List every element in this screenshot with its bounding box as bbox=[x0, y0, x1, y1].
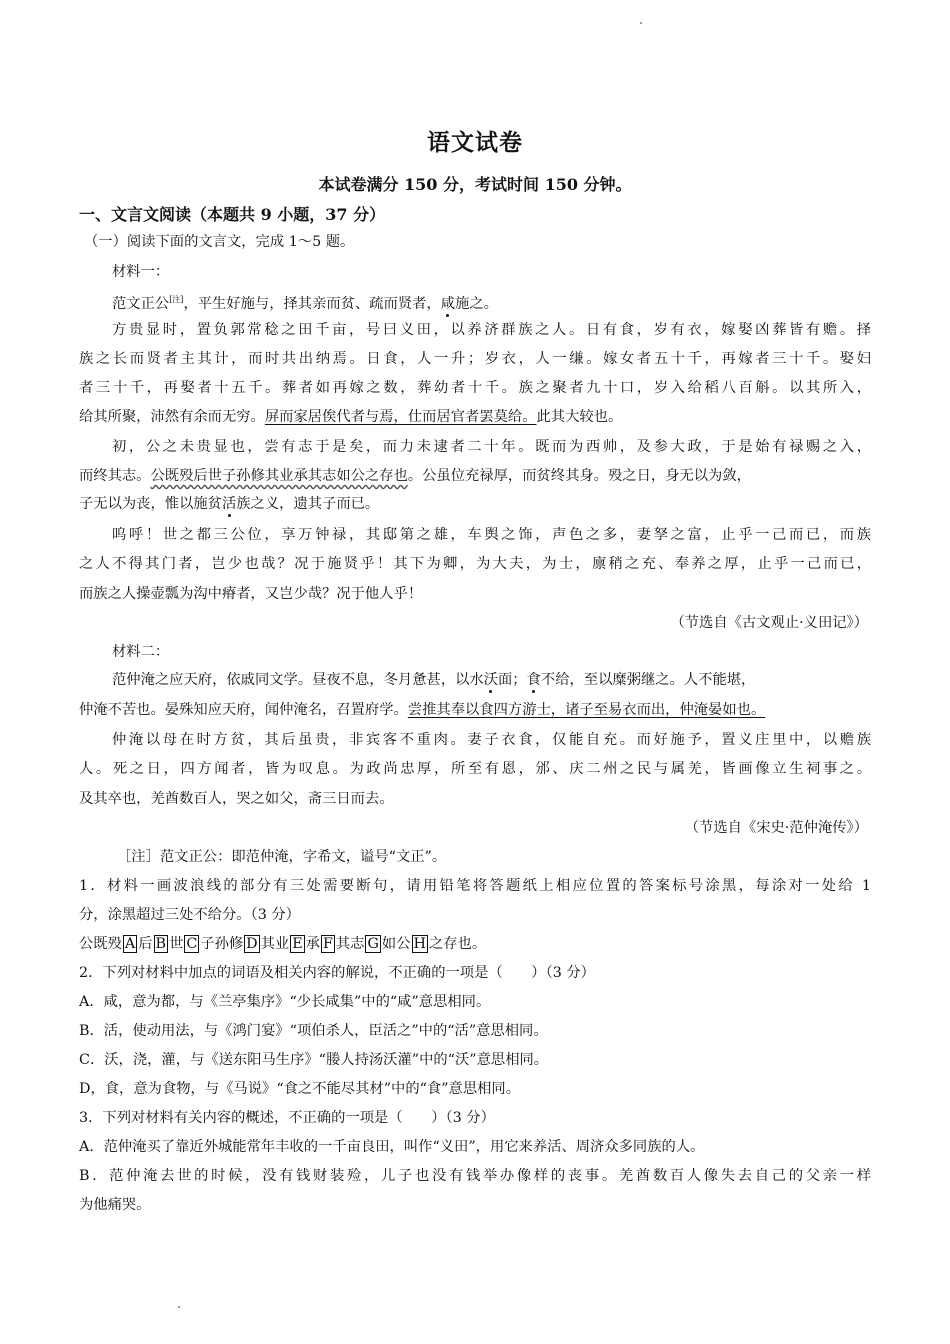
material1-line: 而族之人操壶瓢为沟中瘠者，又岂少哉？况于他人乎！ bbox=[79, 586, 423, 602]
section-heading: 一、文言文阅读（本题共 9 小题，37 分） bbox=[79, 205, 386, 224]
answer-box[interactable]: F bbox=[322, 936, 333, 952]
text-span: 子无以为丧，惟以施贫 bbox=[79, 496, 222, 512]
segment-text: 子孙修 bbox=[200, 936, 244, 952]
answer-box[interactable]: D bbox=[246, 936, 258, 952]
segment-text: 如公 bbox=[381, 936, 411, 952]
question-3-option-b: B．范仲淹去世的时候，没有钱财装殓，儿子也没有钱举办像样的丧事。羌酋数百人像失去自己的父亲一样 bbox=[79, 1168, 871, 1184]
answer-box[interactable]: E bbox=[292, 936, 303, 952]
text-span: 面； bbox=[498, 672, 527, 688]
underlined-sentence: 尝推其奉以食四方游士，诸子至易衣而出，仲淹晏如也。 bbox=[407, 702, 766, 718]
text-span: 族之义，遗其子而已。 bbox=[236, 496, 380, 512]
material2-line bbox=[79, 700, 765, 720]
question-3-option-b-cont: 为他痛哭。 bbox=[79, 1197, 151, 1213]
material2-label: 材料二： bbox=[112, 644, 170, 660]
wavy-underlined-sentence: 公既殁后世子孙修其业承其志如公之存也 bbox=[150, 468, 408, 484]
material1-source: （节选自《古文观止·义田记》） bbox=[670, 615, 868, 631]
material2-line: 人。死之日，四方闻者，皆为叹息。为政尚忠厚，所至有恩，邠、庆二州之民与属羌，皆画像立生祠事之。 bbox=[79, 761, 871, 777]
material2-line: 仲淹以母在时方贫，其后虽贵，非宾客不重肉。妻子衣食，仅能自充。而好施予，置义庄里中，以赡族 bbox=[112, 732, 871, 748]
text-span: 给其所聚，沛然有余而无穷。 bbox=[79, 409, 265, 425]
question-1-stem: 1．材料一画波浪线的部分有三处需要断句，请用铅笔将答题纸上相应位置的答案标号涂黑，每涂对一处给 1 bbox=[79, 878, 871, 894]
text-span: 。公虽位充禄厚，而贫终其身。殁之日，身无以为敛， bbox=[407, 468, 751, 484]
question-2-stem: 2．下列对材料中加点的词语及相关内容的解说，不正确的一项是（ ）（3 分） bbox=[79, 965, 595, 981]
material2-line bbox=[112, 670, 755, 690]
material1-line: 方贵显时，置负郭常稔之田千亩，号曰义田，以养济群族之人。日有食，岁有衣，嫁娶凶葬皆有赡。择 bbox=[112, 322, 871, 338]
segment-text: 承 bbox=[305, 936, 320, 952]
text-span: 范文正公 bbox=[112, 295, 170, 312]
text-span: 仲淹不苦也。晏殊知应天府，闻仲淹名，召置府学。 bbox=[79, 702, 408, 718]
answer-box[interactable]: B bbox=[155, 936, 167, 952]
dotted-word: 咸 bbox=[440, 295, 456, 312]
answer-box[interactable]: G bbox=[367, 936, 379, 952]
segment-text: 其志 bbox=[335, 936, 365, 952]
question-2-option-c: C．沃，浇，灌，与《送东阳马生序》“媵人持汤沃灌”中的“沃”意思相同。 bbox=[79, 1052, 549, 1068]
question-3-stem: 3．下列对材料有关内容的概述，不正确的一项是（ ）（3 分） bbox=[79, 1110, 495, 1126]
material2-source: （节选自《宋史·范仲淹传》） bbox=[684, 820, 868, 836]
dotted-word: 活 bbox=[221, 496, 237, 512]
material1-line: 族之长而贤者主其计，而时共出纳焉。日食，人一升；岁衣，人一缣。嫁女者五十千，再嫁者三十千。娶妇 bbox=[79, 351, 871, 367]
material1-line bbox=[112, 290, 498, 314]
answer-box[interactable]: C bbox=[186, 936, 198, 952]
segment-text: 之存也。 bbox=[428, 936, 487, 952]
scan-dot bbox=[178, 1306, 180, 1308]
question-1-options bbox=[79, 934, 486, 954]
material1-line: 初，公之未贵显也，尝有志于是矣，而力未逮者二十年。既而为西帅，及参大政，于是始有禄赐之入， bbox=[112, 439, 871, 455]
material1-line bbox=[79, 494, 379, 514]
answer-box[interactable]: A bbox=[124, 936, 136, 952]
text-span: 范仲淹之应天府，依戚同文学。昼夜不息，冬月惫甚，以水 bbox=[112, 672, 484, 688]
part-intro: （一）阅读下面的文言文，完成 1～5 题。 bbox=[84, 234, 355, 250]
scan-dot bbox=[640, 22, 642, 24]
question-2-option-a: A．咸，意为都，与《兰亭集序》“少长咸集”中的“咸”意思相同。 bbox=[79, 994, 491, 1010]
segment-text: 后 bbox=[138, 936, 153, 952]
text-span: 此其大较也。 bbox=[536, 409, 623, 425]
dotted-word: 食 bbox=[526, 672, 541, 688]
exam-subtitle: 本试卷满分 150 分，考试时间 150 分钟。 bbox=[318, 175, 632, 194]
note-marker: [注] bbox=[169, 295, 184, 304]
page-title: 语文试卷 bbox=[427, 129, 523, 156]
material2-line: 及其卒也，羌酋数百人，哭之如父，斋三日而去。 bbox=[79, 791, 394, 807]
material1-line: 呜呼！世之都三公位，享万钟禄，其邸第之雄，车舆之饰，声色之多，妻孥之富，止乎一己而已，而族 bbox=[112, 527, 871, 543]
question-2-option-d: D，食，意为食物，与《马说》“食之不能尽其材”中的“食”意思相同。 bbox=[79, 1081, 521, 1097]
text-span: 而终其志。 bbox=[79, 468, 151, 484]
annotation-note: ［注］范文正公：即范仲淹，字希文，谥号“文正”。 bbox=[117, 849, 447, 865]
text-span: 不给，至以糜粥继之。人不能堪， bbox=[540, 672, 756, 688]
segment-text: 其业 bbox=[260, 936, 290, 952]
dotted-word: 沃 bbox=[483, 672, 499, 688]
segment-text: 公既殁 bbox=[79, 936, 122, 952]
material1-line: 者三十千，再娶者十五千。葬者如再嫁之数，葬幼者十千。族之聚者九十口，岁入给稻八百斛。以其所入， bbox=[79, 380, 871, 396]
text-span: 施之。 bbox=[455, 295, 498, 312]
underlined-sentence: 屏而家居俟代者与焉，仕而居官者罢莫给。 bbox=[264, 409, 537, 425]
material1-line bbox=[79, 466, 751, 486]
segment-text: 世 bbox=[169, 936, 184, 952]
answer-box[interactable]: H bbox=[413, 936, 426, 952]
material1-line bbox=[79, 407, 622, 427]
question-1-stem-cont: 分，涂黑超过三处不给分。（3 分） bbox=[79, 907, 300, 923]
question-2-option-b: B．活，使动用法，与《鸿门宴》“项伯杀人，臣活之”中的“活”意思相同。 bbox=[79, 1023, 548, 1039]
question-3-option-a: A．范仲淹买了靠近外城能常年丰收的一千亩良田，叫作“义田”，用它来养活、周济众多同族的人。 bbox=[79, 1139, 705, 1155]
text-span: ，平生好施与，择其亲而贫、疏而贤者， bbox=[183, 295, 441, 312]
material1-line: 之人不得其门者，岂少也哉？况于施贤乎！其下为卿，为大夫，为士，廪稍之充、奉养之厚，止乎一己而已， bbox=[79, 556, 871, 572]
material1-label: 材料一： bbox=[112, 264, 170, 280]
